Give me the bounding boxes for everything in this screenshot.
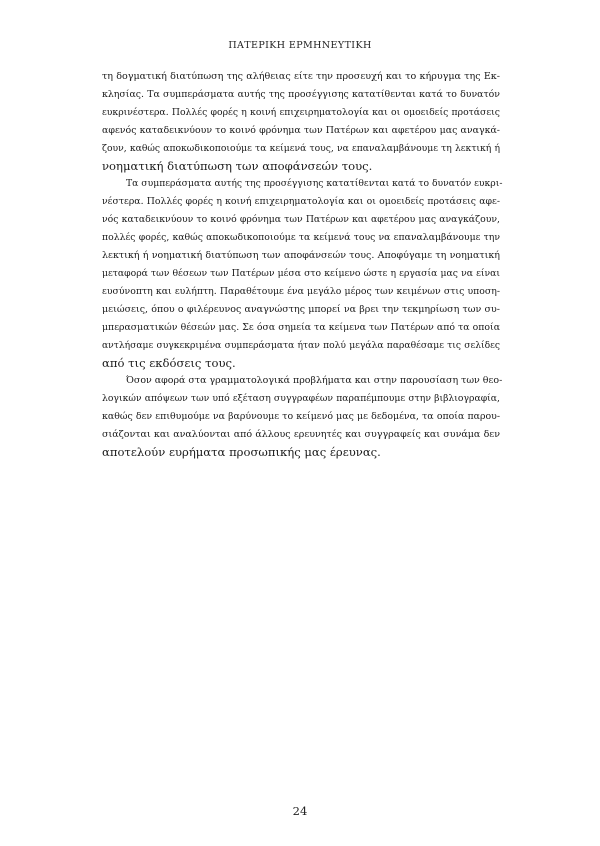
text-line: λογικών απόψεων των υπό εξέταση συγγραφέων παραπέμπουμε στην βιβλιογραφία, — [102, 393, 500, 405]
text-line: κλησίας. Τα συμπεράσματα αυτής της προσέγγισης κατατίθενται κατά το δυνατόν — [102, 88, 500, 100]
text-line: ευκρινέστερα. Πολλές φορές η κοινή επιχειρηματολογία και οι ομοειδείς προτάσεις — [102, 106, 500, 118]
text-line: νέστερα. Πολλές φορές η κοινή επιχειρηματολογία και οι ομοειδείς προτάσεις αφε- — [102, 196, 500, 208]
text-line: Τα συμπεράσματα αυτής της προσέγγισης κατατίθενται κατά το δυνατόν ευκρι- — [126, 178, 503, 190]
text-line: τη δογματική διατύπωση της αλήθειας είτε την προσευχή και το κήρυγμα της Εκ- — [102, 71, 500, 82]
text-line: ευσύνοπτη και ευλήπτη. Παραθέτουμε ένα μεγάλο μέρος των κειμένων στις υποση- — [102, 285, 500, 297]
text-line: αφενός καταδεικνύουν το κοινό φρόνημα των Πατέρων και αφετέρου μας αναγκά- — [102, 124, 500, 136]
text-line: ζουν, καθώς αποκωδικοποιούμε τα κείμενά τους, να επαναλαμβάνουμε τη λεκτική ή — [102, 142, 500, 154]
body-text — [102, 68, 503, 462]
page-number: 24 — [292, 804, 308, 818]
paragraph-2 — [102, 175, 503, 372]
text-line: αποτελούν ευρήματα προσωπικής μας έρευνας. — [102, 445, 381, 460]
paragraph-1 — [102, 68, 500, 175]
text-line: μεταφορά των θέσεων των Πατέρων μέσα στο κείμενο ώστε η εργασία μας να είναι — [102, 267, 500, 279]
text-line: καθώς δεν επιθυμούμε να βαρύνουμε το κείμενό μας με δεδομένα, τα οποία παρου- — [102, 411, 500, 423]
text-line: νός καταδεικνύουν το κοινό φρόνημα των Πατέρων και αφετέρου μας αναγκάζουν, — [102, 214, 500, 226]
text-line: αντλήσαμε συγκεκριμένα συμπεράσματα ήταν πολύ μεγάλα παραθέσαμε τις σελίδες — [102, 339, 500, 351]
running-header: ΠΑΤΕΡΙΚΗ ΕΡΜΗΝΕΥΤΙΚΗ — [228, 40, 372, 51]
text-line: Όσον αφορά στα γραμματολογικά προβλήματα και στην παρουσίαση των θεο- — [126, 375, 503, 387]
text-line: από τις εκδόσεις τους. — [102, 355, 236, 370]
text-line: μπερασματικών θέσεών μας. Σε όσα σημεία τα κείμενα των Πατέρων από τα οποία — [102, 321, 500, 333]
text-line: πολλές φορές, καθώς αποκωδικοποιούμε τα κείμενά τους να επαναλαμβάνουμε την — [102, 232, 500, 244]
paragraph-3 — [102, 372, 503, 462]
text-line: μειώσεις, όπου ο φιλέρευνος αναγνώστης μπορεί να βρει την τεκμηρίωση των συ- — [102, 303, 500, 315]
text-line: λεκτική ή νοηματική διατύπωση των αποφάνσεών τους. Αποφύγαμε τη νοηματική — [102, 250, 500, 262]
text-line: σιάζονται και αναλύονται από άλλους ερευνητές και συγγραφείς και συνάμα δεν — [102, 429, 500, 441]
text-line: νοηματική διατύπωση των αποφάνσεών τους. — [102, 158, 373, 173]
